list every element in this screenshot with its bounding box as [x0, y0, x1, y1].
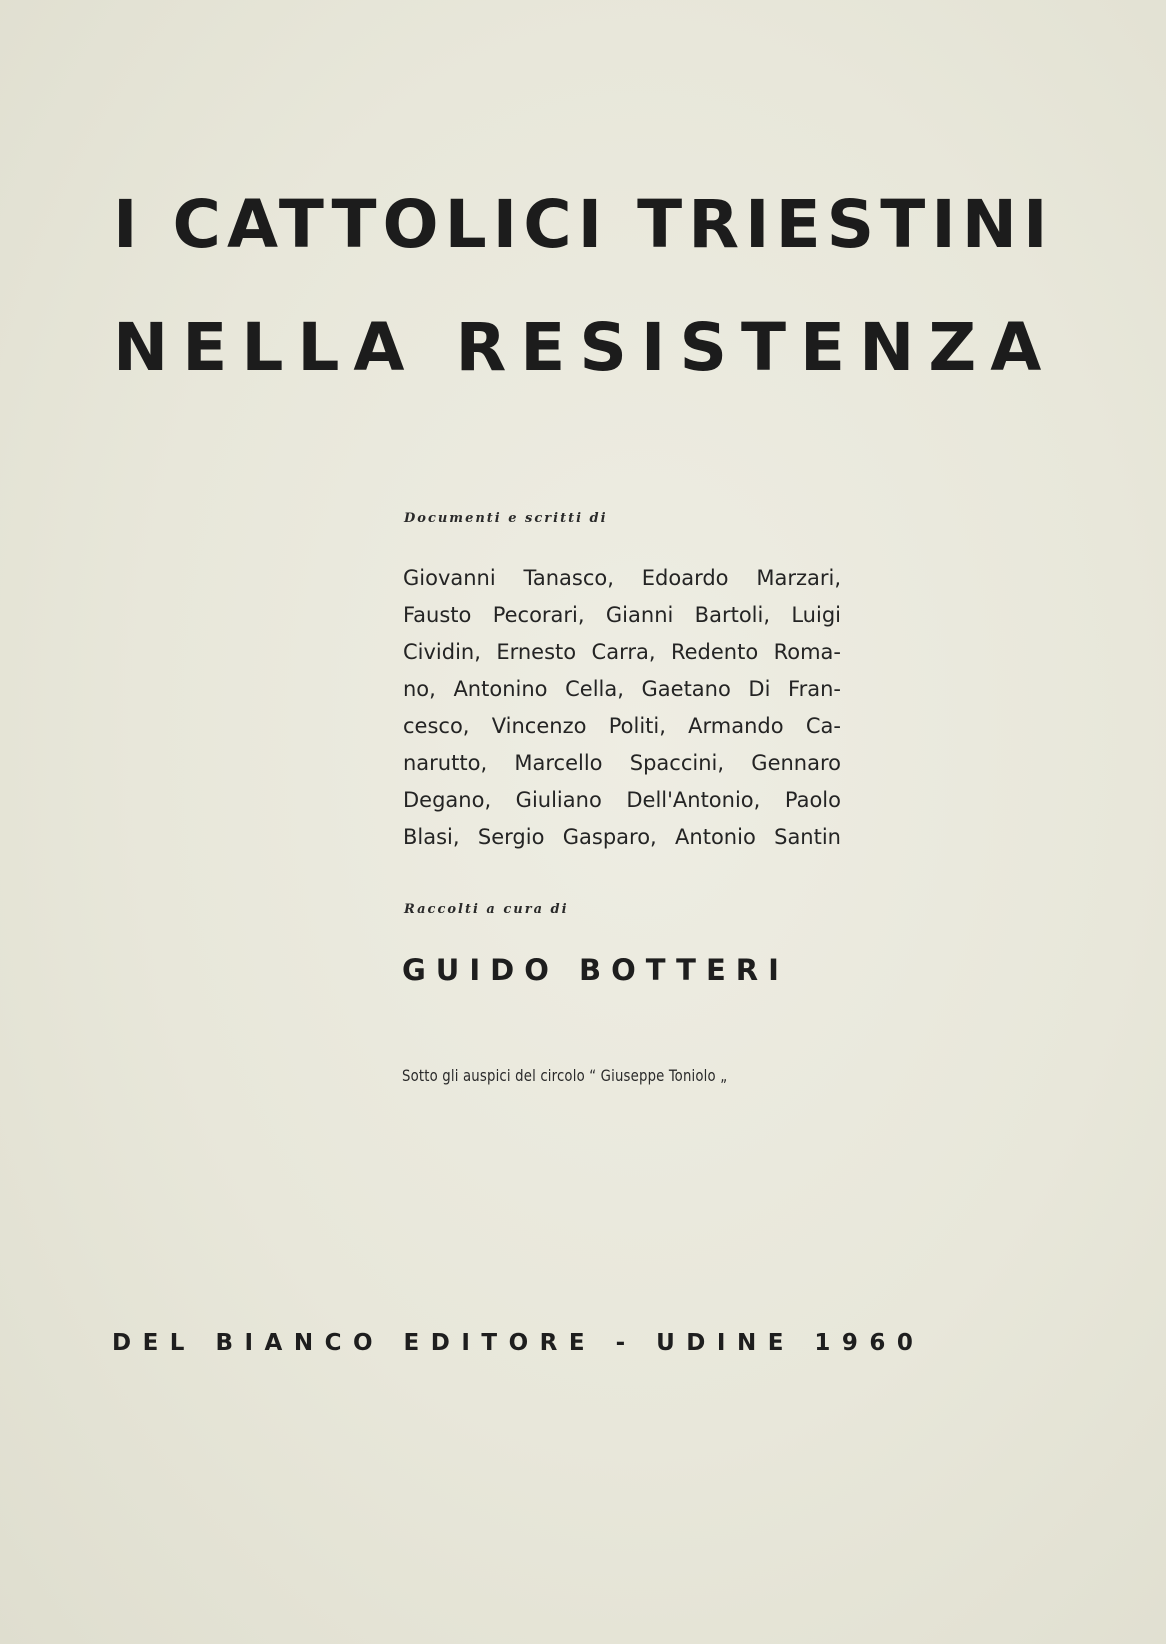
book-title-line-1: I CATTOLICI TRIESTINI [113, 186, 1054, 263]
curator-name: GUIDO BOTTERI [402, 953, 789, 987]
auspices-note: Sotto gli auspici del circolo “ Giuseppe Toniolo „ [402, 1066, 728, 1085]
authors-line: Degano, Giuliano Dell'Antonio, Paolo [403, 788, 841, 812]
authors-line: cesco, Vincenzo Politi, Armando Ca- [403, 714, 841, 738]
curator-label: Raccolti a cura di [404, 902, 569, 917]
authors-line: Cividin, Ernesto Carra, Redento Roma- [403, 640, 841, 664]
authors-line: Fausto Pecorari, Gianni Bartoli, Luigi [403, 603, 841, 627]
authors-line: narutto, Marcello Spaccini, Gennaro [403, 751, 841, 775]
authors-line: no, Antonino Cella, Gaetano Di Fran- [403, 677, 841, 701]
book-title-line-2: NELLA RESISTENZA [113, 309, 1056, 386]
authors-line: Giovanni Tanasco, Edoardo Marzari, [403, 566, 841, 590]
authors-line: Blasi, Sergio Gasparo, Antonio Santin [403, 825, 841, 849]
publisher-imprint: DEL BIANCO EDITORE - UDINE 1960 [112, 1330, 925, 1356]
contributors-label: Documenti e scritti di [404, 511, 608, 526]
authors-list [403, 560, 841, 856]
